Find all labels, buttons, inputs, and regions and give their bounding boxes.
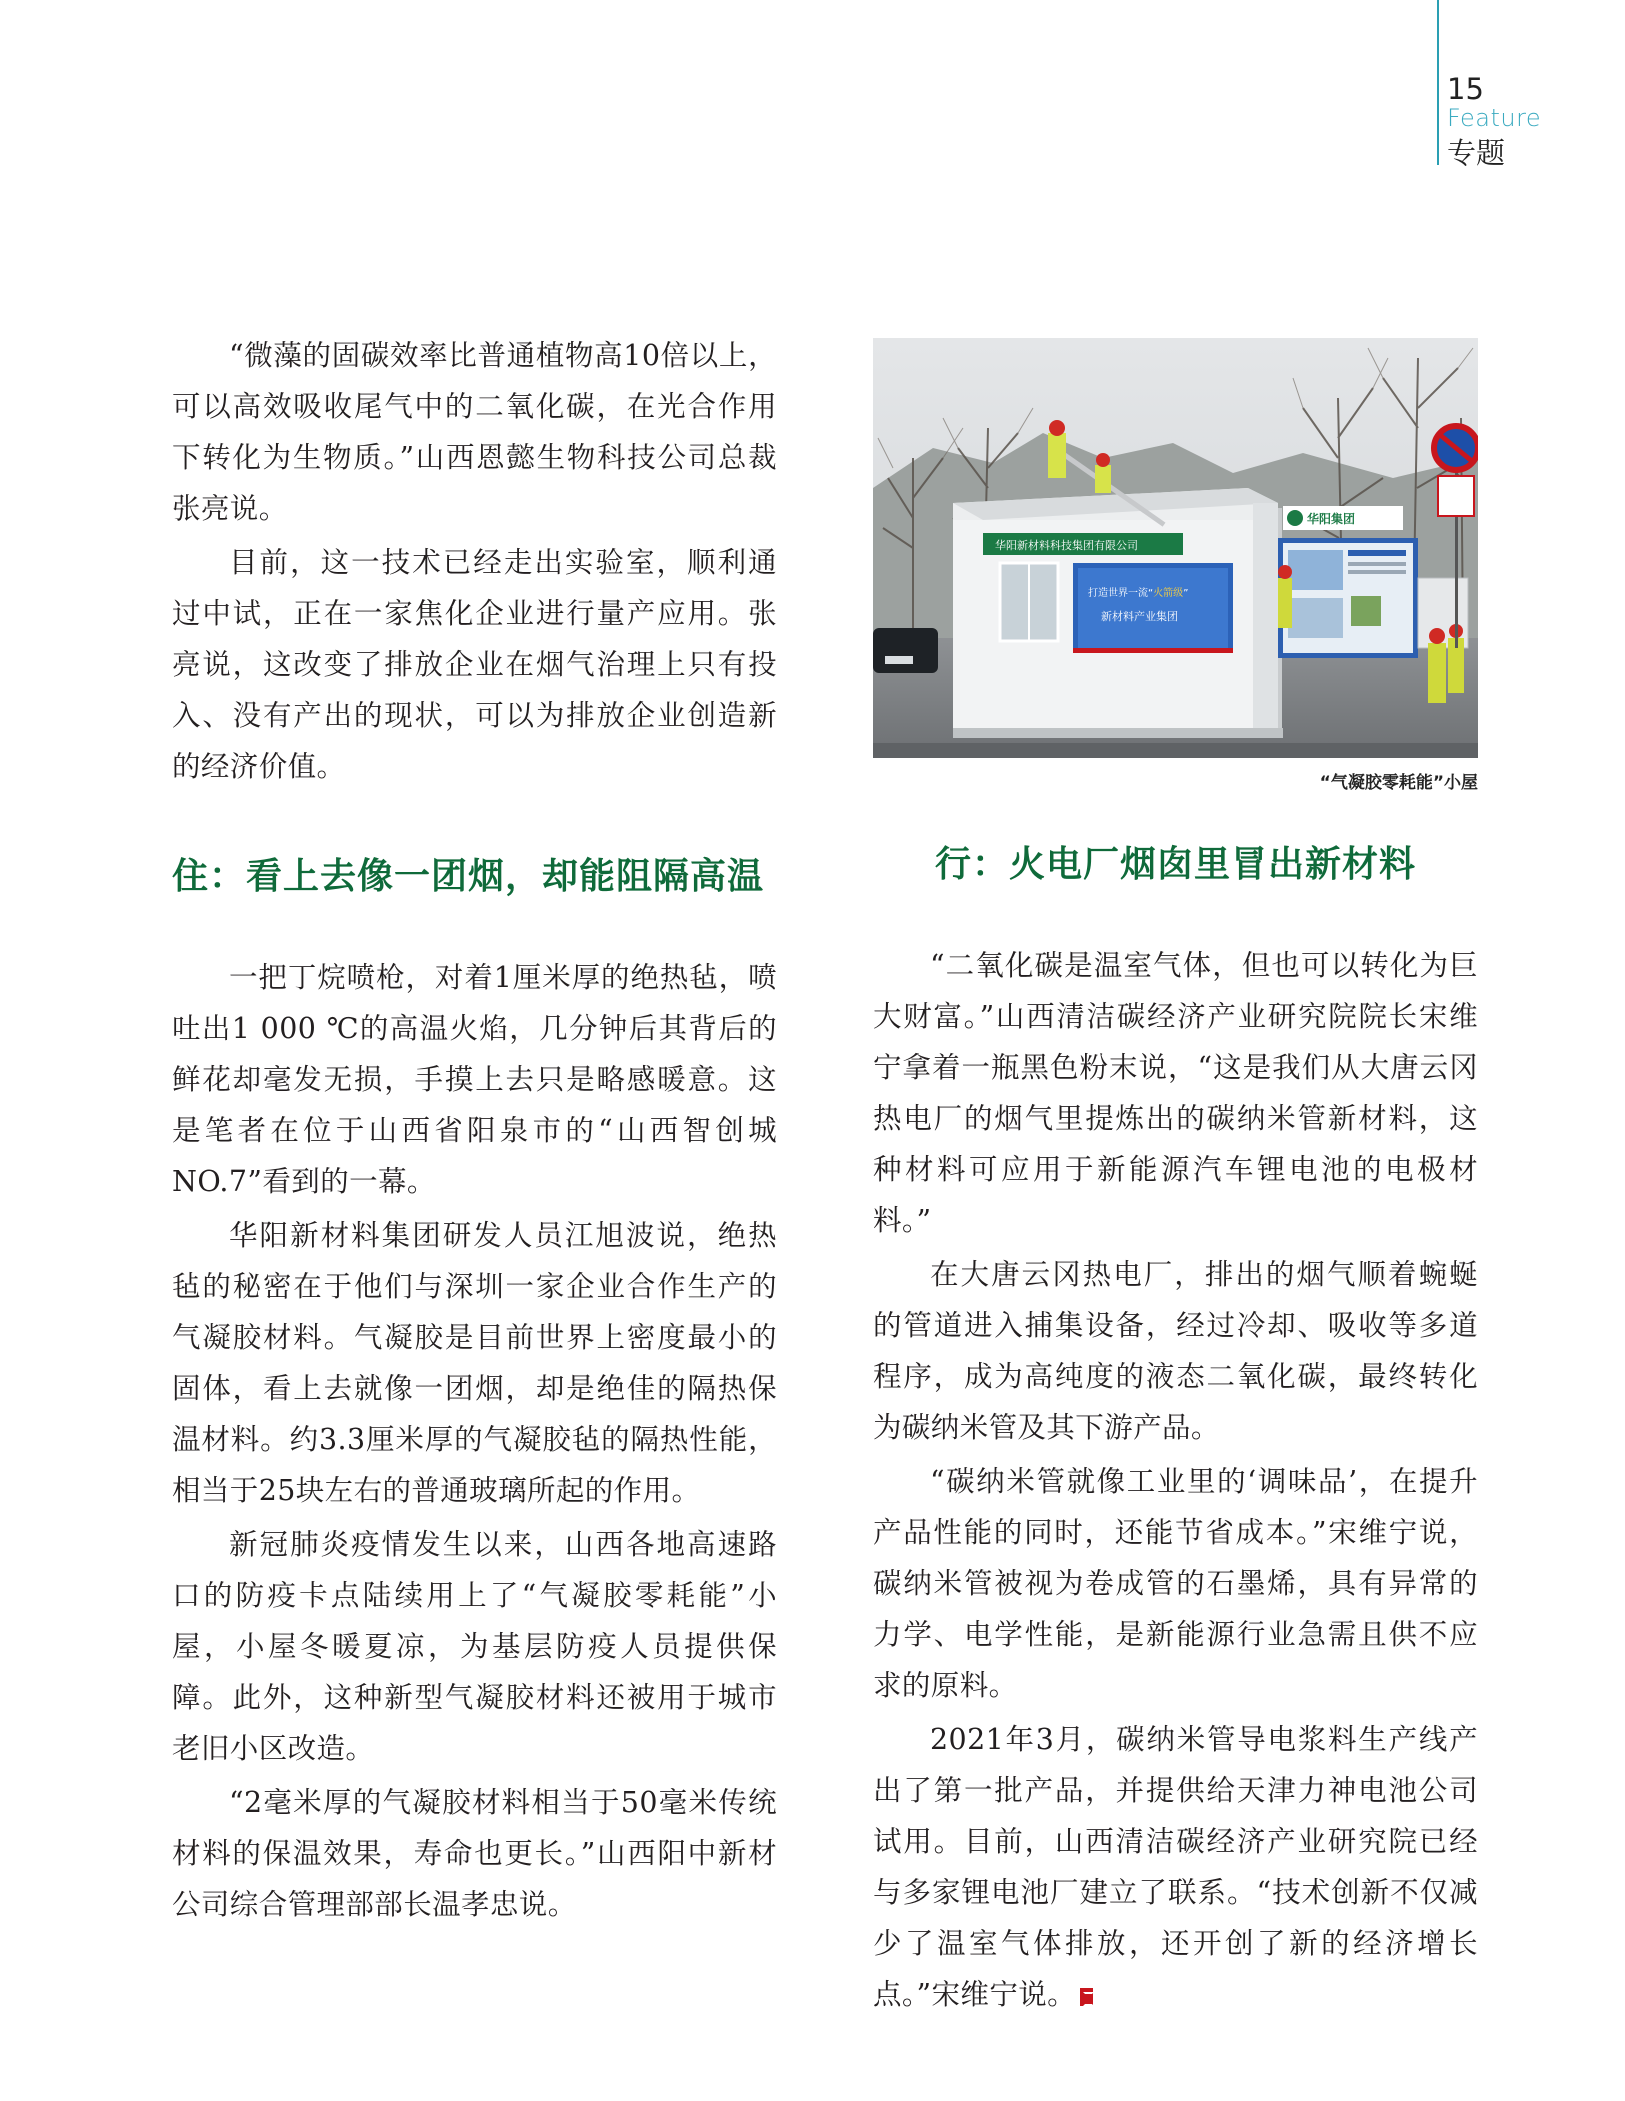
paragraph-text: 2021年3月，碳纳米管导电浆料生产线产出了第一批产品，并提供给天津力神电池公司试用。目前，山西清洁碳经济产业研究院已经与多家锂电池厂建立了联系。“技术创新不仅减少了温室气体排放，还开创了新的经济增长点。”宋维宁说。	[873, 1723, 1478, 2011]
sign-company-text: 华阳新材料科技集团有限公司	[995, 539, 1138, 552]
section-label-en: Feature	[1447, 104, 1542, 132]
banner-text-a: 打造世界一流“	[1088, 588, 1154, 599]
paragraph: 华阳新材料集团研发人员江旭波说，绝热毡的秘密在于他们与深圳一家企业合作生产的气凝胶材料。气凝胶是目前世界上密度最小的固体，看上去就像一团烟，却是绝佳的隔热保温材料。约3.3厘米厚的气凝胶毡的隔热性能，相当于25块左右的普通玻璃所起的作用。	[172, 1219, 777, 1507]
paragraph-last	[873, 1714, 1478, 2020]
section-heading-travel: 行：火电厂烟囱里冒出新材料	[934, 844, 1416, 885]
paragraph: 一把丁烷喷枪，对着1厘米厚的绝热毡，喷吐出1 000 ℃的高温火焰，几分钟后其背后的鲜花却毫发无损，手摸上去只是略感暖意。这是笔者在位于山西省阳泉市的“山西智创城NO.7”看到的一幕。	[172, 961, 777, 1198]
banner-text-c: 新材料产业集团	[1101, 610, 1178, 623]
article-photo	[873, 338, 1478, 758]
banner-highlight: 火箭级	[1153, 588, 1184, 599]
left-column	[172, 330, 777, 1933]
section-label-cn: 专题	[1447, 136, 1506, 170]
page-number: 15	[1447, 72, 1484, 106]
section-heading-live: 住：看上去像一团烟，却能阻隔高温	[172, 856, 765, 897]
photo-caption: “气凝胶零耗能”小屋	[1319, 773, 1478, 793]
paragraph: “2毫米厚的气凝胶材料相当于50毫米传统材料的保温效果，寿命也更长。”山西阳中新材公司综合管理部部长温孝忠说。	[172, 1786, 777, 1921]
paragraph: 新冠肺炎疫情发生以来，山西各地高速路口的防疫卡点陆续用上了“气凝胶零耗能”小屋，小屋冬暖夏凉，为基层防疫人员提供保障。此外，这种新型气凝胶材料还被用于城市老旧小区改造。	[172, 1528, 777, 1765]
banner-text-b: ”	[1183, 588, 1189, 599]
paragraph: “二氧化碳是温室气体，但也可以转化为巨大财富。”山西清洁碳经济产业研究院院长宋维宁拿着一瓶黑色粉末说，“这是我们从大唐云冈热电厂的烟气里提炼出的碳纳米管新材料，这种材料可应用于新能源汽车锂电池的电极材料。”	[873, 949, 1478, 1237]
paragraph: “微藻的固碳效率比普通植物高10倍以上，可以高效吸收尾气中的二氧化碳，在光合作用下转化为生物质。”山西恩懿生物科技公司总裁张亮说。	[172, 339, 777, 525]
sign-group-text: 华阳集团	[1307, 512, 1356, 526]
header-divider	[1437, 0, 1439, 165]
paragraph: 目前，这一技术已经走出实验室，顺利通过中试，正在一家焦化企业进行量产应用。张亮说，这改变了排放企业在烟气治理上只有投入、没有产出的现状，可以为排放企业创造新的经济价值。	[172, 546, 777, 783]
end-mark-icon	[1080, 1988, 1093, 2006]
paragraph: “碳纳米管就像工业里的‘调味品’，在提升产品性能的同时，还能节省成本。”宋维宁说，碳纳米管被视为卷成管的石墨烯，具有异常的力学、电学性能，是新能源行业急需且供不应求的原料。	[873, 1465, 1478, 1702]
svg-text:打造世界一流“火箭级”	[1088, 586, 1188, 599]
right-column	[873, 840, 1478, 2023]
paragraph: 在大唐云冈热电厂，排出的烟气顺着蜿蜒的管道进入捕集设备，经过冷却、吸收等多道程序，成为高纯度的液态二氧化碳，最终转化为碳纳米管及其下游产品。	[873, 1258, 1478, 1444]
